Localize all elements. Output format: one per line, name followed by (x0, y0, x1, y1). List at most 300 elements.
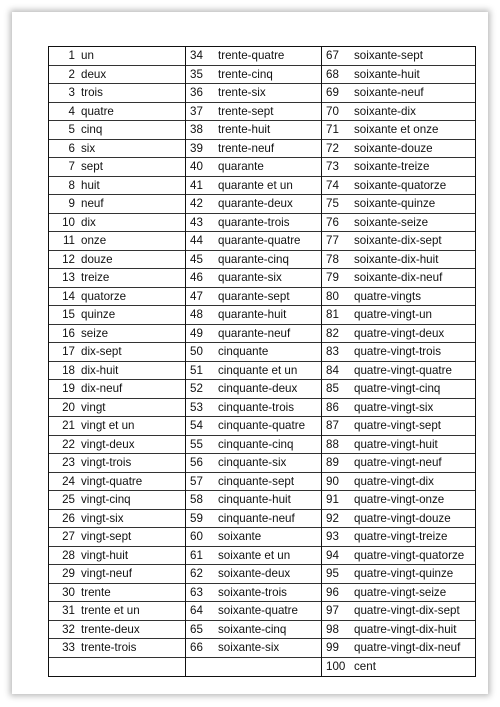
row-word: trente-trois (81, 641, 137, 655)
table-row (322, 325, 475, 344)
table-row (186, 491, 321, 510)
table-row (186, 362, 321, 381)
row-word: treize (81, 271, 110, 285)
table-row (49, 84, 185, 103)
row-number: 51 (190, 363, 203, 377)
table-row (186, 195, 321, 214)
row-number: 62 (190, 567, 203, 581)
row-word: douze (81, 252, 113, 266)
row-number: 18 (62, 363, 75, 377)
row-word: quatre-vingt-quatorze (354, 548, 465, 562)
row-word: soixante-dix (354, 104, 416, 118)
row-word: soixante-treize (354, 160, 430, 174)
row-number: 15 (62, 308, 75, 322)
row-number: 48 (190, 308, 203, 322)
row-number: 88 (326, 437, 339, 451)
row-number: 93 (326, 530, 339, 544)
row-number: 44 (190, 234, 203, 248)
row-word: quarante-six (218, 271, 282, 285)
row-word: soixante-cinq (218, 622, 287, 636)
table-row (49, 251, 185, 270)
table-row (186, 232, 321, 251)
table-row (186, 547, 321, 566)
table-row (49, 454, 185, 473)
row-word: soixante-quinze (354, 197, 436, 211)
row-number: 35 (190, 67, 203, 81)
row-number: 25 (62, 493, 75, 507)
table-row (186, 602, 321, 621)
row-word: soixante et un (218, 548, 291, 562)
row-word: deux (81, 67, 107, 81)
row-number: 66 (190, 641, 203, 655)
row-number: 12 (62, 252, 75, 266)
row-number: 83 (326, 345, 339, 359)
row-number: 73 (326, 160, 339, 174)
row-number: 21 (62, 419, 75, 433)
row-number: 28 (62, 548, 75, 562)
row-word: quatre-vingt-un (354, 308, 432, 322)
row-word: cinquante-trois (218, 400, 295, 414)
row-number: 42 (190, 197, 203, 211)
table-row (49, 269, 185, 288)
row-word: quatre-vingt-sept (354, 419, 441, 433)
table-row (186, 436, 321, 455)
table-row (322, 251, 475, 270)
row-word: quatre-vingt-dix-sept (354, 604, 460, 618)
row-word: vingt-sept (81, 530, 132, 544)
table-row (49, 103, 185, 122)
row-word: vingt (81, 400, 106, 414)
row-word: cinquante-cinq (218, 437, 294, 451)
row-number: 56 (190, 456, 203, 470)
row-word: soixante-huit (354, 67, 420, 81)
row-number: 63 (190, 585, 203, 599)
table-row (186, 84, 321, 103)
table-row (49, 140, 185, 159)
row-number: 95 (326, 567, 339, 581)
row-number: 32 (62, 622, 75, 636)
row-word: cinquante-sept (218, 474, 295, 488)
row-word: quarante (218, 160, 264, 174)
row-word: trente et un (81, 604, 140, 618)
table-row (49, 584, 185, 603)
table-row (186, 528, 321, 547)
table-row (49, 380, 185, 399)
row-number: 27 (62, 530, 75, 544)
row-number: 59 (190, 511, 203, 525)
table-row (49, 528, 185, 547)
table-row (186, 565, 321, 584)
table-row (49, 510, 185, 529)
table-row (49, 66, 185, 85)
row-word: soixante (218, 530, 262, 544)
row-word: soixante-seize (354, 215, 429, 229)
row-word: cinquante (218, 345, 269, 359)
row-number: 54 (190, 419, 203, 433)
row-word: huit (81, 178, 100, 192)
row-word: soixante-douze (354, 141, 433, 155)
row-number: 33 (62, 641, 75, 655)
table-row (186, 510, 321, 529)
table-row (49, 658, 185, 677)
table-row (49, 177, 185, 196)
table-row (186, 158, 321, 177)
row-word: vingt-huit (81, 548, 129, 562)
table-row (186, 325, 321, 344)
row-word: quatre-vingt-deux (354, 326, 445, 340)
table-row (322, 510, 475, 529)
row-number: 16 (62, 326, 75, 340)
table-row (322, 491, 475, 510)
row-number: 90 (326, 474, 339, 488)
row-number: 46 (190, 271, 203, 285)
row-word: vingt-six (81, 511, 124, 525)
row-number: 50 (190, 345, 203, 359)
row-number: 98 (326, 622, 339, 636)
table-row (322, 436, 475, 455)
row-word: soixante-dix-neuf (354, 271, 443, 285)
row-word: quatre-vingt-onze (354, 493, 445, 507)
row-number: 45 (190, 252, 203, 266)
table-row (49, 362, 185, 381)
row-number: 74 (326, 178, 339, 192)
row-number: 13 (62, 271, 75, 285)
row-word: trente-cinq (218, 67, 273, 81)
row-number: 91 (326, 493, 339, 507)
table-row (322, 417, 475, 436)
row-number: 60 (190, 530, 203, 544)
table-row (322, 454, 475, 473)
row-word: quatre-vingt-cinq (354, 382, 441, 396)
table-row (322, 621, 475, 640)
row-number: 96 (326, 585, 339, 599)
row-number: 36 (190, 86, 203, 100)
table-row (322, 66, 475, 85)
row-word: vingt et un (81, 419, 135, 433)
row-number: 80 (326, 289, 339, 303)
table-column-1 (49, 47, 185, 676)
row-word: quarante-deux (218, 197, 293, 211)
table-row (186, 214, 321, 233)
row-word: vingt-deux (81, 437, 135, 451)
row-number: 64 (190, 604, 203, 618)
table-row (49, 565, 185, 584)
table-row (49, 417, 185, 436)
row-word: quarante-neuf (218, 326, 291, 340)
table-row (186, 306, 321, 325)
table-row (49, 195, 185, 214)
table-row (186, 177, 321, 196)
row-word: vingt-quatre (81, 474, 143, 488)
row-number: 6 (68, 141, 75, 155)
row-word: quatre-vingt-douze (354, 511, 451, 525)
table-row (186, 140, 321, 159)
table-row (186, 380, 321, 399)
row-number: 81 (326, 308, 339, 322)
row-number: 26 (62, 511, 75, 525)
table-row (49, 491, 185, 510)
table-row (186, 658, 321, 677)
table-row (322, 288, 475, 307)
row-word: quarante-sept (218, 289, 290, 303)
row-word: cinquante-six (218, 456, 287, 470)
row-word: quarante-cinq (218, 252, 289, 266)
row-word: quarante et un (218, 178, 293, 192)
row-word: trente-huit (218, 123, 271, 137)
row-word: quatre-vingt-dix-neuf (354, 641, 461, 655)
row-number: 75 (326, 197, 339, 211)
row-number: 4 (68, 104, 75, 118)
row-word: quatre-vingts (354, 289, 422, 303)
row-number: 65 (190, 622, 203, 636)
table-row (49, 436, 185, 455)
row-number: 17 (62, 345, 75, 359)
row-number: 86 (326, 400, 339, 414)
table-row (322, 84, 475, 103)
row-number: 9 (68, 197, 75, 211)
row-number: 69 (326, 86, 339, 100)
row-word: quarante-huit (218, 308, 287, 322)
table-row (186, 251, 321, 270)
row-word: vingt-cinq (81, 493, 131, 507)
row-number: 34 (190, 49, 203, 63)
table-row (322, 269, 475, 288)
row-number: 100 (326, 660, 346, 674)
row-number: 24 (62, 474, 75, 488)
table-row (322, 639, 475, 658)
table-row (322, 547, 475, 566)
row-word: quatre-vingt-quinze (354, 567, 454, 581)
row-number: 1 (68, 49, 75, 63)
row-word: cinquante-deux (218, 382, 298, 396)
row-number: 92 (326, 511, 339, 525)
row-word: dix-huit (81, 363, 119, 377)
row-number: 99 (326, 641, 339, 655)
row-number: 29 (62, 567, 75, 581)
row-word: quatre (81, 104, 114, 118)
row-word: soixante-trois (218, 585, 287, 599)
row-number: 7 (68, 160, 75, 174)
row-number: 68 (326, 67, 339, 81)
table-row (322, 103, 475, 122)
row-word: soixante-deux (218, 567, 291, 581)
row-word: quinze (81, 308, 116, 322)
table-row (322, 140, 475, 159)
table-row (186, 454, 321, 473)
row-word: quatre-vingt-dix-huit (354, 622, 457, 636)
row-word: vingt-neuf (81, 567, 132, 581)
table-row (49, 343, 185, 362)
row-number: 72 (326, 141, 339, 155)
row-word: dix-neuf (81, 382, 123, 396)
row-number: 30 (62, 585, 75, 599)
row-number: 79 (326, 271, 339, 285)
table-row (322, 399, 475, 418)
row-word: soixante-quatorze (354, 178, 447, 192)
row-number: 87 (326, 419, 339, 433)
row-word: soixante-neuf (354, 86, 424, 100)
table-row (186, 103, 321, 122)
row-number: 43 (190, 215, 203, 229)
table-row (49, 639, 185, 658)
table-row (186, 288, 321, 307)
table-row (186, 473, 321, 492)
table-row (49, 621, 185, 640)
table-row (49, 288, 185, 307)
number-table (48, 46, 476, 677)
row-number: 97 (326, 604, 339, 618)
row-word: soixante-dix-huit (354, 252, 439, 266)
table-row (322, 177, 475, 196)
table-row (186, 621, 321, 640)
table-row (49, 47, 185, 66)
row-word: quatre-vingt-treize (354, 530, 448, 544)
row-word: soixante-six (218, 641, 280, 655)
row-word: dix (81, 215, 96, 229)
table-row (322, 121, 475, 140)
row-word: soixante-quatre (218, 604, 298, 618)
table-row (322, 380, 475, 399)
table-row (186, 343, 321, 362)
table-row (322, 47, 475, 66)
row-number: 61 (190, 548, 203, 562)
table-row (186, 584, 321, 603)
row-word: cinquante et un (218, 363, 298, 377)
table-row (49, 214, 185, 233)
row-word: un (81, 49, 94, 63)
table-row (186, 639, 321, 658)
table-row (322, 362, 475, 381)
row-word: quatre-vingt-huit (354, 437, 438, 451)
row-number: 20 (62, 400, 75, 414)
row-number: 76 (326, 215, 339, 229)
row-word: six (81, 141, 96, 155)
row-word: cinquante-quatre (218, 419, 306, 433)
row-word: soixante et onze (354, 123, 439, 137)
row-number: 11 (62, 234, 75, 248)
row-word: trente-six (218, 86, 266, 100)
row-number: 14 (62, 289, 75, 303)
row-number: 49 (190, 326, 203, 340)
row-word: cinq (81, 123, 103, 137)
table-row (186, 417, 321, 436)
row-number: 52 (190, 382, 203, 396)
table-row (186, 269, 321, 288)
row-word: seize (81, 326, 109, 340)
row-number: 3 (68, 86, 75, 100)
table-row (322, 602, 475, 621)
table-row (49, 473, 185, 492)
row-number: 82 (326, 326, 339, 340)
row-number: 58 (190, 493, 203, 507)
row-number: 10 (62, 215, 75, 229)
row-number: 78 (326, 252, 339, 266)
row-word: trente-neuf (218, 141, 275, 155)
row-number: 53 (190, 400, 203, 414)
table-row (186, 121, 321, 140)
row-word: trente-quatre (218, 49, 285, 63)
row-number: 41 (190, 178, 203, 192)
table-row (322, 528, 475, 547)
row-number: 71 (326, 123, 339, 137)
document-page (12, 12, 488, 694)
table-column-3 (321, 47, 475, 676)
table-row (322, 306, 475, 325)
row-word: neuf (81, 197, 104, 211)
table-row (322, 214, 475, 233)
table-row (322, 658, 475, 677)
row-word: quarante-quatre (218, 234, 301, 248)
row-number: 39 (190, 141, 203, 155)
table-row (49, 121, 185, 140)
row-number: 47 (190, 289, 203, 303)
row-number: 70 (326, 104, 339, 118)
row-number: 94 (326, 548, 339, 562)
row-number: 19 (62, 382, 75, 396)
row-number: 31 (62, 604, 75, 618)
table-row (49, 158, 185, 177)
row-word: cinquante-neuf (218, 511, 295, 525)
row-number: 67 (326, 49, 339, 63)
row-number: 85 (326, 382, 339, 396)
row-word: quatre-vingt-six (354, 400, 434, 414)
row-number: 84 (326, 363, 339, 377)
row-number: 5 (68, 123, 75, 137)
table-row (49, 232, 185, 251)
table-row (322, 473, 475, 492)
row-number: 77 (326, 234, 339, 248)
row-word: trente-sept (218, 104, 274, 118)
row-word: quatre-vingt-dix (354, 474, 434, 488)
table-row (49, 602, 185, 621)
row-number: 40 (190, 160, 203, 174)
table-row (322, 232, 475, 251)
row-word: cent (354, 660, 376, 674)
row-word: trois (81, 86, 103, 100)
table-row (322, 565, 475, 584)
row-word: quatre-vingt-quatre (354, 363, 452, 377)
table-row (322, 343, 475, 362)
table-row (49, 547, 185, 566)
row-word: quatre-vingt-neuf (354, 456, 442, 470)
row-number: 8 (68, 178, 75, 192)
row-number: 22 (62, 437, 75, 451)
table-row (49, 399, 185, 418)
table-row (322, 158, 475, 177)
table-row (186, 399, 321, 418)
row-word: vingt-trois (81, 456, 132, 470)
row-number: 55 (190, 437, 203, 451)
row-number: 57 (190, 474, 203, 488)
table-column-2 (185, 47, 321, 676)
row-word: sept (81, 160, 103, 174)
table-row (186, 66, 321, 85)
row-word: soixante-sept (354, 49, 423, 63)
row-word: soixante-dix-sept (354, 234, 442, 248)
row-word: dix-sept (81, 345, 122, 359)
row-word: cinquante-huit (218, 493, 291, 507)
table-row (322, 195, 475, 214)
row-word: quatre-vingt-trois (354, 345, 441, 359)
row-number: 37 (190, 104, 203, 118)
table-row (322, 584, 475, 603)
table-row (186, 47, 321, 66)
row-number: 2 (68, 67, 75, 81)
table-row (49, 306, 185, 325)
row-number: 38 (190, 123, 203, 137)
row-word: quatorze (81, 289, 127, 303)
row-number: 23 (62, 456, 75, 470)
